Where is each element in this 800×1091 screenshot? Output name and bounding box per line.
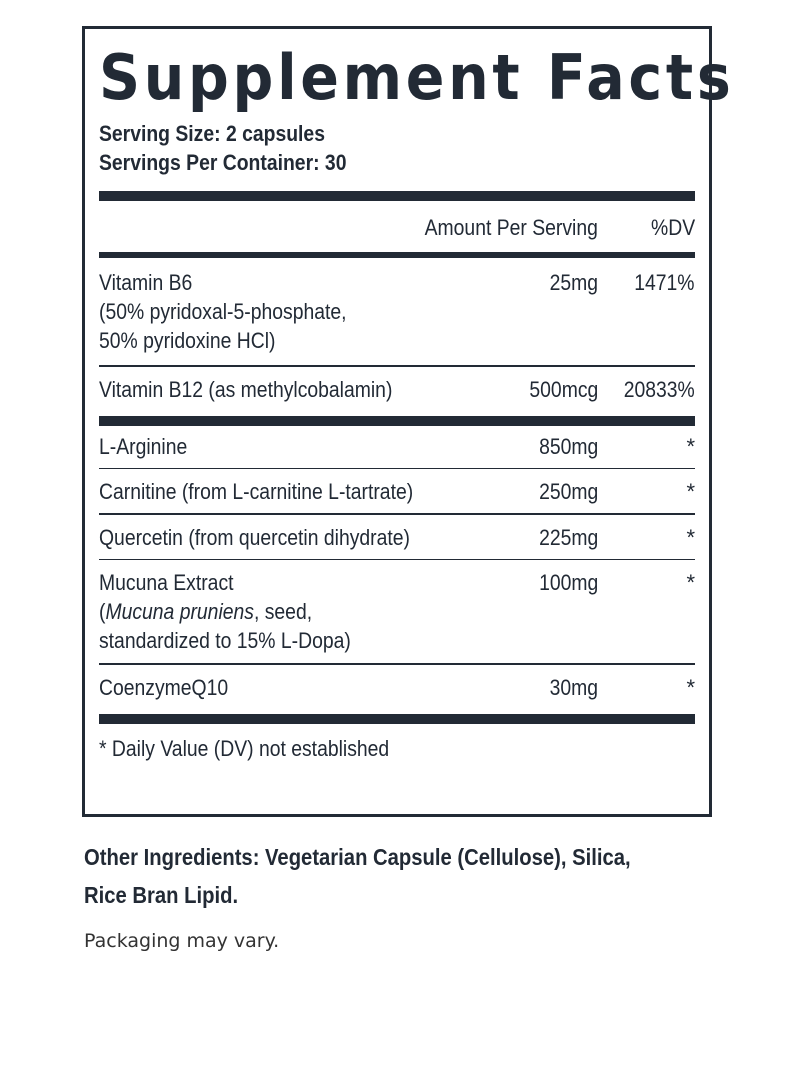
serving-info <box>99 119 695 177</box>
packaging-note: Packaging may vary. <box>84 930 280 952</box>
ingredient-amount: 100mg <box>538 570 598 595</box>
ingredient-name: Vitamin B12 (as methylcobalamin) <box>99 376 393 402</box>
table-row <box>99 469 695 513</box>
ingredient-dv: * <box>686 479 695 504</box>
ingredient-name: Carnitine (from L-carnitine L-tartrate) <box>99 479 414 504</box>
ingredient-amount: 25mg <box>549 270 598 295</box>
servings-per-container: Servings Per Container: 30 <box>99 150 347 175</box>
table-row <box>99 367 695 416</box>
serving-size: Serving Size: 2 capsules <box>99 121 325 146</box>
daily-value-footnote: * Daily Value (DV) not established <box>99 735 390 761</box>
divider-thick <box>99 714 695 724</box>
ingredient-name: Quercetin (from quercetin dihydrate) <box>99 524 410 550</box>
ingredient-name: Vitamin B6 (50% pyridoxal-5-phosphate, 50% pyridoxine HCl) <box>99 270 347 353</box>
table-row <box>99 515 695 559</box>
panel-title: Supplement Facts <box>99 41 735 114</box>
ingredient-name: CoenzymeQ10 <box>99 674 229 700</box>
ingredient-amount: 250mg <box>538 479 598 504</box>
divider-thick <box>99 191 695 201</box>
table-row <box>99 560 695 663</box>
other-ingredients: Other Ingredients: Vegetarian Capsule (Cellulose), Silica, Rice Bran Lipid. <box>84 844 631 908</box>
amount-header: Amount Per Serving <box>424 215 598 240</box>
ingredient-amount: 30mg <box>549 674 598 700</box>
column-header <box>99 201 695 252</box>
ingredient-dv: * <box>686 570 695 595</box>
ingredient-dv: * <box>686 433 695 459</box>
ingredient-amount: 225mg <box>538 524 598 550</box>
table-row <box>99 258 695 365</box>
ingredient-dv: 1471% <box>634 270 695 295</box>
supplement-facts-panel <box>82 26 735 817</box>
ingredient-dv: * <box>686 524 695 550</box>
divider-thick <box>99 416 695 426</box>
ingredient-amount: 500mcg <box>529 376 598 402</box>
table-row <box>99 665 695 714</box>
ingredient-name: L-Arginine <box>99 433 188 459</box>
ingredient-dv: * <box>686 674 695 700</box>
ingredient-amount: 850mg <box>538 433 598 459</box>
table-row <box>99 426 695 468</box>
ingredient-dv: 20833% <box>623 376 695 402</box>
ingredient-name: Mucuna Extract (Mucuna pruniens, seed, standardized to 15% L-Dopa) <box>99 570 351 653</box>
dv-header: %DV <box>650 215 695 240</box>
